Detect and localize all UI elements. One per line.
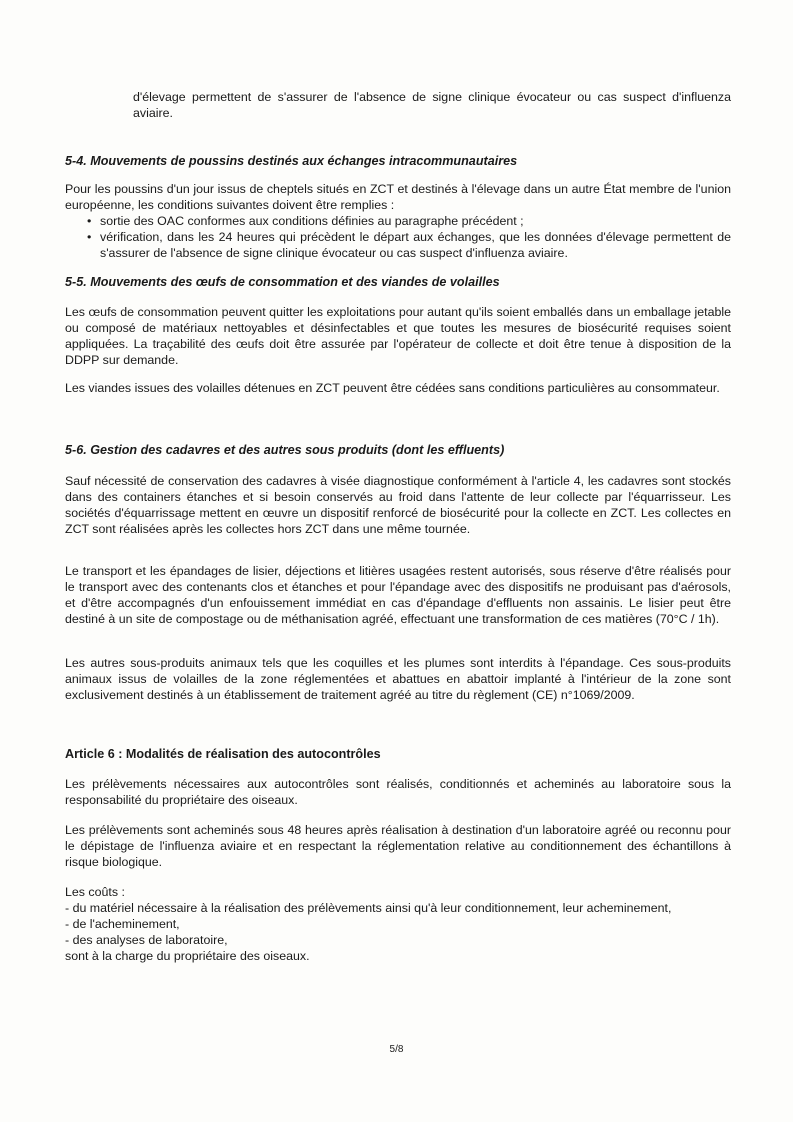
costs-intro: Les coûts : xyxy=(65,885,125,899)
section-5-4-heading: 5-4. Mouvements de poussins destinés aux échanges intracommunautaires xyxy=(65,154,518,168)
costs-outro: sont à la charge du propriétaire des oiseaux. xyxy=(65,949,310,963)
article-6-costs xyxy=(65,884,731,964)
section-5-4-body xyxy=(65,181,731,261)
section-5-4-intro: Pour les poussins d'un jour issus de cheptels situés en ZCT et destinés à l'élevage dans un autre État membre de l'union européenne, les conditions suivantes doivent être remplies : xyxy=(65,182,731,212)
article-6-heading: Article 6 : Modalités de réalisation des autocontrôles xyxy=(65,747,381,761)
cost-item: - de l'acheminement, xyxy=(65,917,180,931)
section-5-4-bullet-list xyxy=(65,213,731,261)
bullet-icon: • xyxy=(87,230,92,244)
bullet-item: • sortie des OAC conformes aux conditions définies au paragraphe précédent ; xyxy=(87,214,524,228)
page-number: 5/8 xyxy=(389,1044,404,1055)
article-6-paragraph-1: Les prélèvements nécessaires aux autocontrôles sont réalisés, conditionnés et acheminés au laboratoire sous la responsabilité du propriétaire des oiseaux. xyxy=(65,777,731,807)
section-5-6-paragraph-1: Sauf nécessité de conservation des cadavres à visée diagnostique conformément à l'article 4, les cadavres sont stockés dans des containers étanches et si besoin conservés au froid dans l'attente de leur collecte par l'équarrisseur. Les sociétés d'équarrissage mettent en œuvre un dispositif renforcé de biosécurité pour la collecte en ZCT. Les collectes en ZCT sont réalisées après les collectes hors ZCT dans une même tournée. xyxy=(65,474,731,536)
cost-item: - des analyses de laboratoire, xyxy=(65,933,228,947)
section-5-5-heading: 5-5. Mouvements des œufs de consommation et des viandes de volailles xyxy=(65,275,500,289)
article-6-paragraph-2: Les prélèvements sont acheminés sous 48 heures après réalisation à destination d'un laboratoire agréé ou reconnu pour le dépistage de l'influenza aviaire et en respectant la réglementation relative au conditionnement des échantillons à risque biologique. xyxy=(65,823,731,869)
bullet-icon: • xyxy=(87,214,92,228)
section-5-5-paragraph-1: Les œufs de consommation peuvent quitter les exploitations pour autant qu'ils soient emballés dans un emballage jetable ou composé de matériaux nettoyables et désinfectables et que toutes les mesures de biosécurité requises soient appliquées. La traçabilité des œufs doit être assurée par l'opérateur de collecte et doit être tenue à disposition de la DDPP sur demande. xyxy=(65,305,731,367)
section-5-5-paragraph-2: Les viandes issues des volailles détenues en ZCT peuvent être cédées sans conditions particulières au consommateur. xyxy=(65,381,720,395)
section-5-6-paragraph-2: Le transport et les épandages de lisier, déjections et litières usagées restent autorisés, sous réserve d'être réalisés pour le transport avec des contenants clos et étanches et pour l'épandage avec des dispositifs ne produisant pas d'aérosols, et d'être accompagnés d'un enfouissement immédiat en cas d'épandage d'effluents non assainis. Le lisier peut être destiné à un site de compostage ou de méthanisation agréé, effectuant une transformation de ces matières (70°C / 1h). xyxy=(65,564,731,626)
bullet-item: • vérification, dans les 24 heures qui précèdent le départ aux échanges, que les données d'élevage permettent de s'assurer de l'absence de signe clinique évocateur ou cas suspect d'influenza aviaire. xyxy=(87,230,731,260)
section-5-6-heading: 5-6. Gestion des cadavres et des autres sous produits (dont les effluents) xyxy=(65,443,505,457)
continuation-paragraph: d'élevage permettent de s'assurer de l'absence de signe clinique évocateur ou cas suspect d'influenza aviaire. xyxy=(133,90,731,120)
cost-item: - du matériel nécessaire à la réalisation des prélèvements ainsi qu'à leur conditionnement, leur acheminement, xyxy=(65,901,672,915)
section-5-6-paragraph-3: Les autres sous-produits animaux tels que les coquilles et les plumes sont interdits à l'épandage. Ces sous-produits animaux issus de volailles de la zone réglementées et abattues en abattoir implanté à l'intérieur de la zone sont exclusivement destinés à un établissement de traitement agréé au titre du règlement (CE) n°1069/2009. xyxy=(65,656,731,702)
